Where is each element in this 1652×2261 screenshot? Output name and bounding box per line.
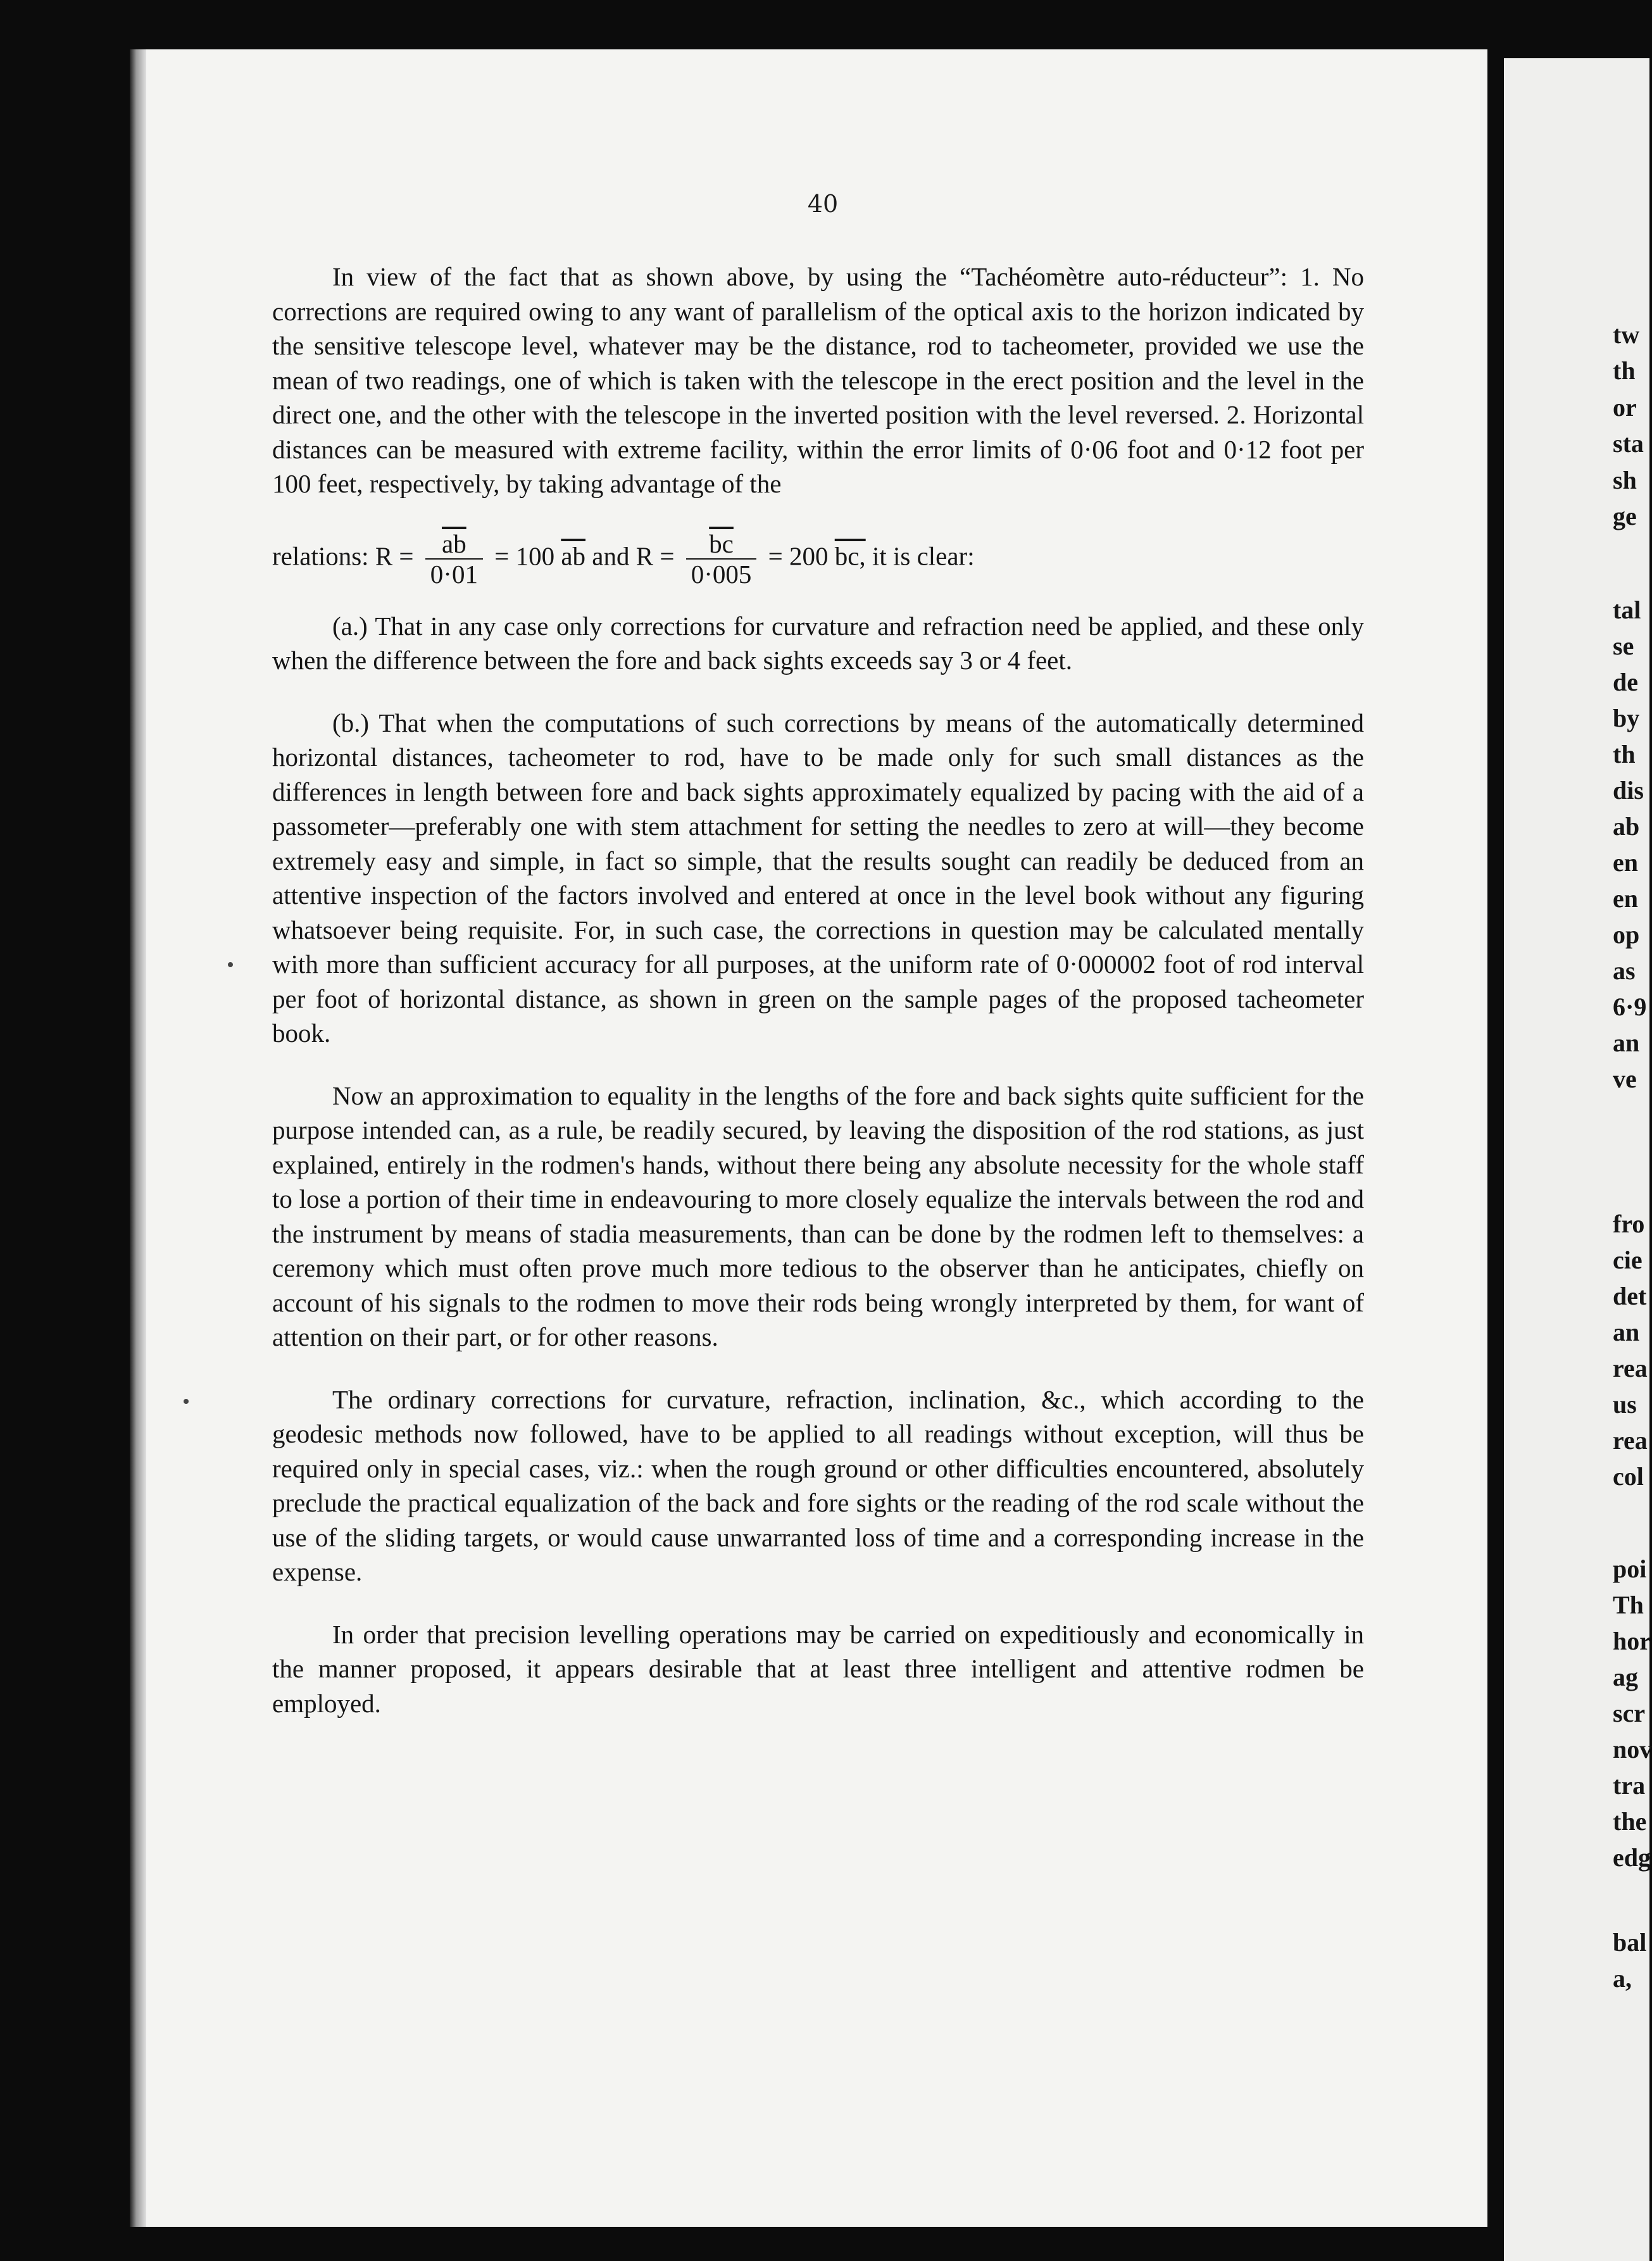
fragment: the (1613, 1807, 1647, 1836)
fragment: de (1613, 668, 1638, 696)
fragment: ve (1613, 1065, 1637, 1093)
formula-eq1: = 100 (494, 541, 555, 570)
paragraph-b: (b.) That when the computations of such corrections by means of the automatically determined horizontal distances, tacheometer to rod, have to be made only for such small distances as the differences in length between fore and back sights approximately equalized by pacing with the aid of a passometer—preferably one with stem attachment for setting the needles to zero at will—they become extremely easy and simple, in fact so simple, that the results sought can readily be deduced from an attentive inspection of the factors involved and entered at once in the level book without any figuring whatsoever being requisite. For, in such case, the corrections in question may be calculated mentally with more than sufficient accuracy for all purposes, at the uniform rate of 0·000002 foot of rod interval per foot of horizontal distance, as shown in green on the sample pages of the proposed tacheometer book. (272, 708, 1364, 1048)
fragment: 6·9 (1613, 993, 1647, 1021)
fragment: an (1613, 1318, 1640, 1346)
body-text (272, 260, 1364, 1748)
fragment: scr (1613, 1699, 1646, 1727)
fragment: tra (1613, 1771, 1646, 1800)
fragment: rea (1613, 1354, 1648, 1382)
paragraph-ordinary-corrections: The ordinary corrections for curvature, refraction, inclination, &c., which according to the geodesic methods now followed, have to be applied to all readings without exception, will thus be required only in special cases, viz.: when the rough ground or other difficulties encountered, absolutely preclude the practical equalization of the back and fore sights or the reading of the rod scale without the use of the sliding targets, or would cause unwarranted loss of time and a corresponding increase in the expense. (272, 1384, 1364, 1586)
fragment: fro (1613, 1210, 1645, 1238)
formula-and: and R = (592, 541, 675, 570)
fragment: a, (1613, 1964, 1632, 1993)
formula-term-bc: bc, (834, 541, 866, 570)
formula-suffix: it is clear: (872, 541, 975, 570)
fragment: bal (1613, 1928, 1647, 1957)
fragment: en (1613, 884, 1638, 913)
fragment: th (1613, 740, 1636, 768)
paragraph-approximation: Now an approximation to equality in the lengths of the fore and back sights quite sufficient for the purpose intended can, as a rule, be readily secured, by leaving the disposition of the rod stations, as just explained, entirely in the rodmen's hands, without there being any absolute necessity for the whole staff to lose a portion of their time in endeavouring to more closely equalize the intervals between the rod and the instrument by means of stadia measurements, than can be done by the rodmen left to themselves: a ceremony which must often prove much more tedious to the observer than he anticipates, chiefly on account of his signals to the rodmen to move their rods being wrongly interpreted by them, for want of attention on their part, or for other reasons. (272, 1080, 1364, 1351)
fragment: Th (1613, 1591, 1644, 1619)
fragment: col (1613, 1462, 1644, 1491)
scan-speck (184, 1399, 189, 1404)
fragment: or (1613, 393, 1637, 422)
fragment: poi (1613, 1555, 1647, 1583)
fragment: rea (1613, 1426, 1648, 1455)
fraction-bc-denominator: 0·005 (691, 559, 752, 589)
fraction-ab (425, 529, 483, 589)
fragment: tal (1613, 596, 1641, 624)
fragment: as (1613, 956, 1636, 985)
fragment: sta (1613, 429, 1644, 458)
fragment: det (1613, 1282, 1647, 1310)
fragment: sh (1613, 466, 1637, 494)
relations-formula (272, 529, 1364, 589)
fragment: nov (1613, 1735, 1652, 1763)
formula-term-ab: $\overline{ab}$ (561, 541, 586, 570)
fragment: en (1613, 848, 1638, 877)
fragment: by (1613, 704, 1640, 732)
fragment: us (1613, 1390, 1637, 1419)
fragment: se (1613, 632, 1634, 660)
fraction-ab-denominator: 0·01 (430, 559, 478, 589)
fraction-bc (686, 529, 757, 589)
fragment: ge (1613, 502, 1637, 530)
fragment: an (1613, 1029, 1640, 1057)
fragment: dis (1613, 776, 1644, 805)
page-binding-edge (130, 49, 146, 2227)
paragraph-1: In view of the fact that as shown above, by using the “Tachéomètre auto-réducteur”: 1. No corrections are required owing to any want of parallelism of the optical axis to the horizon indicated by the sensitive telescope level, whatever may be the distance, rod to tacheometer, provided we use the mean of two readings, one of which is taken with the telescope in the erect position and the level in the direct one, and the other with the telescope in the inverted position with the level reversed. 2. Horizontal distances can be measured with extreme facility, within the error limits of 0·06 foot and 0·12 foot per 100 feet, respectively, by taking advantage of the (272, 262, 1364, 498)
fragment: cie (1613, 1246, 1643, 1274)
scan-speck (228, 962, 233, 967)
formula-eq2: = 200 (768, 541, 829, 570)
fraction-bc-numerator: $\overline{bc}$ (709, 529, 734, 558)
formula-prefix: relations: R = (272, 541, 414, 570)
fragment: edg (1613, 1843, 1651, 1872)
fraction-ab-numerator: $\overline{ab}$ (442, 529, 466, 558)
fragment: ab (1613, 812, 1640, 841)
paragraph-rodmen: In order that precision levelling operations may be carried on expeditiously and economically in the manner proposed, it appears desirable that at least three intelligent and attentive rodmen be employed. (272, 1619, 1364, 1718)
fragment: th (1613, 356, 1636, 385)
fragment: op (1613, 920, 1640, 949)
fragment: hor (1613, 1627, 1651, 1655)
page-number: 40 (807, 190, 839, 218)
paragraph-a: (a.) That in any case only corrections for curvature and refraction need be applied, and these only when the difference between the fore and back sights exceeds say 3 or 4 feet. (272, 611, 1364, 675)
fragment: ag (1613, 1663, 1638, 1691)
fragment: tw (1613, 320, 1640, 349)
